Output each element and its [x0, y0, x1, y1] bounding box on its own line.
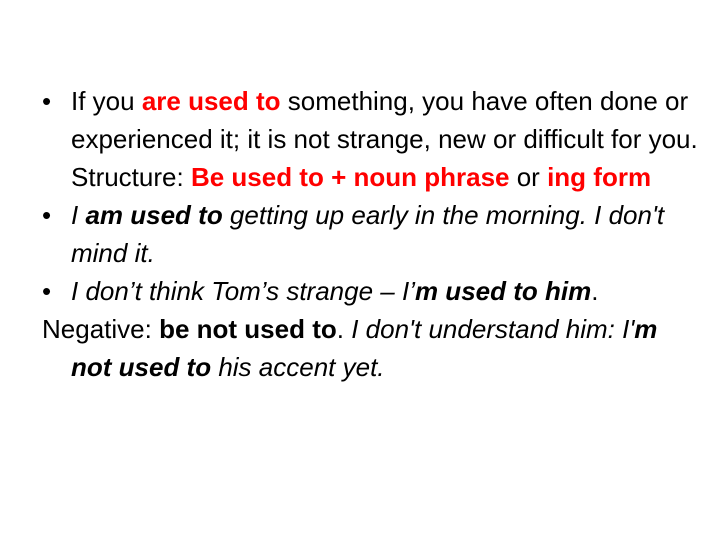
negative-example-1: I don't understand him: I' — [351, 314, 635, 344]
example1-text-2: getting up early in the morning. I don't mind it. — [71, 200, 665, 268]
example1-highlight: am used to — [85, 200, 223, 230]
example1-text-1: I — [71, 200, 86, 230]
example2-text-1: I don’t think Tom’s strange – I’ — [71, 276, 415, 306]
negative-label: Negative: — [42, 314, 160, 344]
structure-or: or — [509, 162, 548, 192]
structure-line — [42, 158, 702, 196]
negative-sep: . — [336, 314, 352, 344]
bullet1-text-1: If you — [71, 86, 142, 116]
example2-text-2: . — [591, 276, 599, 306]
bullet1-text-2: something, you have often done or experienced it; it is not strange, new or difficult for you. — [71, 86, 698, 154]
negative-line — [42, 310, 702, 386]
bullet-example-1 — [42, 196, 702, 272]
structure-ing-form: ing form — [547, 162, 652, 192]
negative-highlight: m not used to — [71, 314, 658, 382]
bullet1-highlight: are used to — [141, 86, 281, 116]
slide-body — [42, 82, 702, 386]
negative-example-2: his accent yet. — [211, 352, 385, 382]
negative-pattern: be not used to — [159, 314, 337, 344]
bullet-definition — [42, 82, 702, 158]
structure-label: Structure: — [71, 162, 191, 192]
structure-pattern: Be used to + noun phrase — [190, 162, 510, 192]
example2-highlight: m used to him — [414, 276, 592, 306]
bullet-example-2 — [42, 272, 702, 310]
